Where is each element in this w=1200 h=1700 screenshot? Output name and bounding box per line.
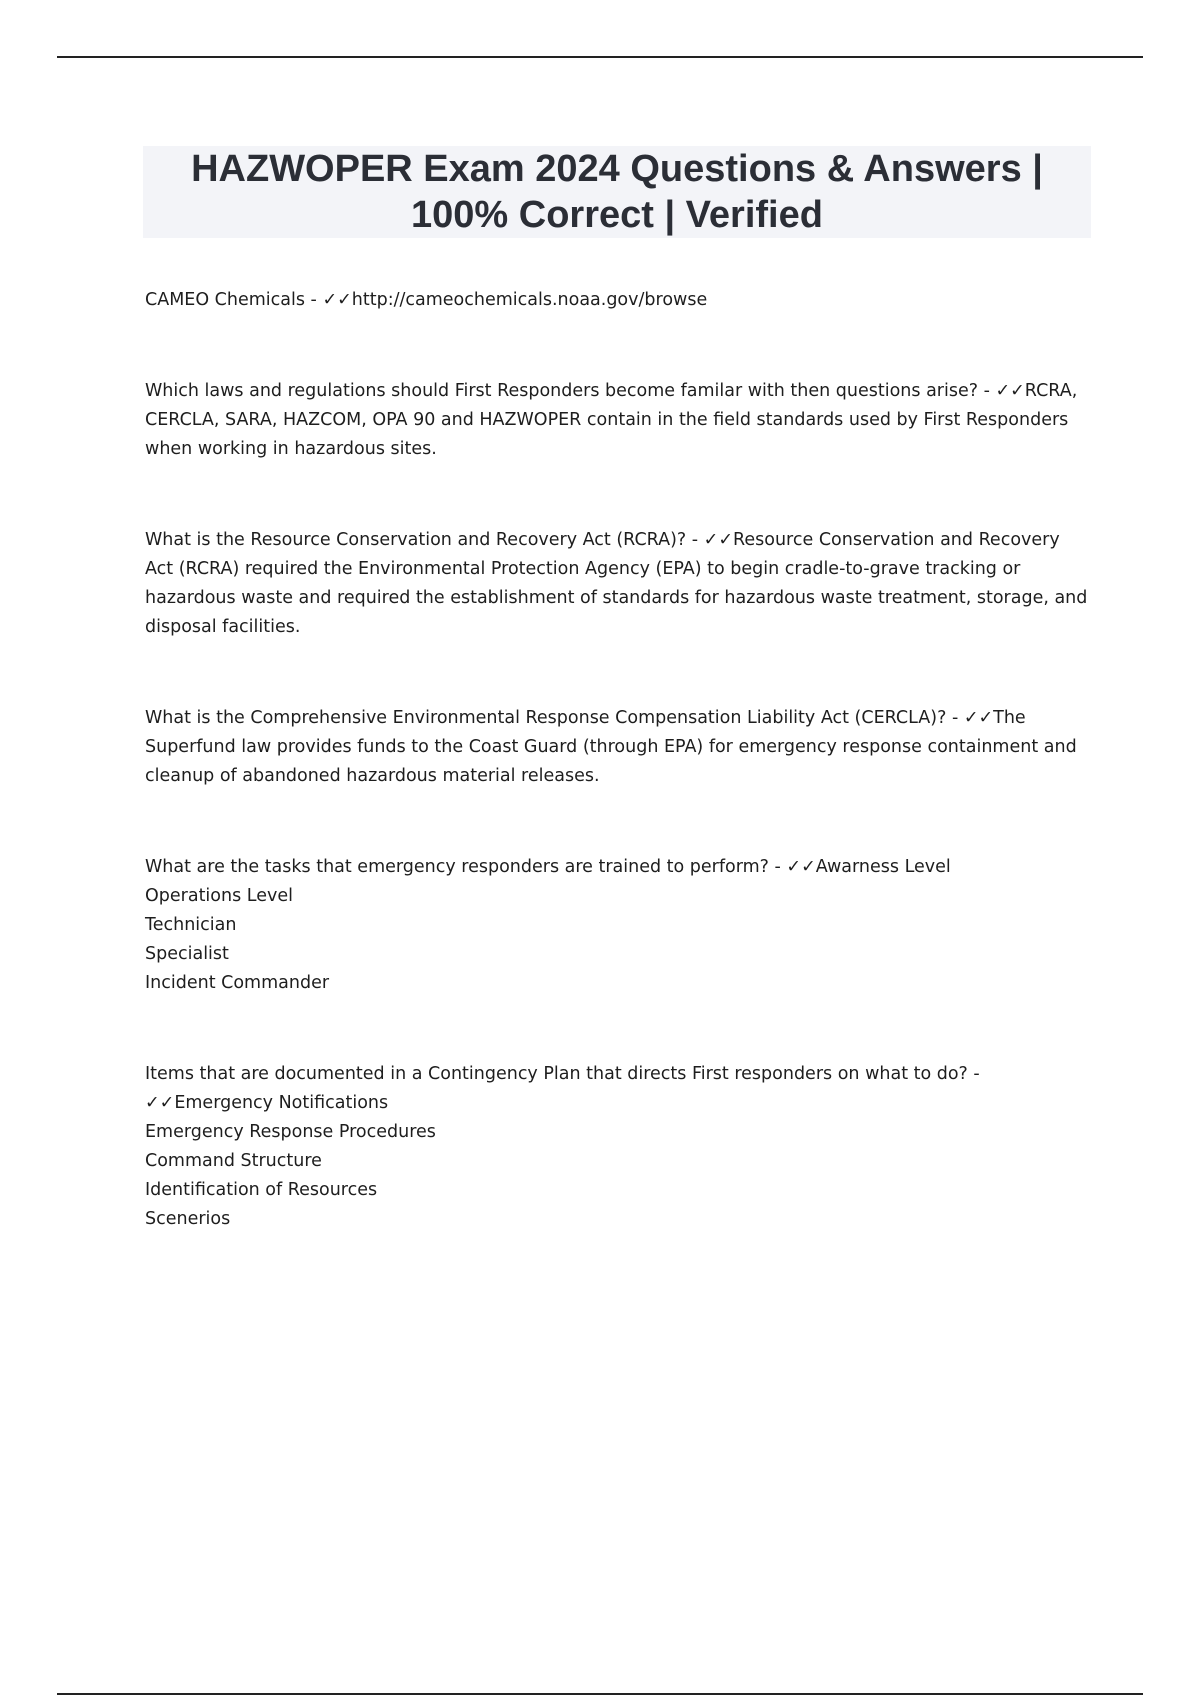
qa-entry: [145, 286, 1090, 315]
answer-text: http://cameochemicals.noaa.gov/browse: [351, 290, 708, 310]
title-line-2: 100% Correct | Verified: [411, 194, 823, 236]
question-text: Items that are documented in a Contingency Plan that directs First responders on what to do? -: [145, 1064, 980, 1084]
qa-text: [145, 853, 1090, 882]
page-title: [143, 146, 1091, 238]
qa-entry: [145, 704, 1090, 791]
footer-rule: [57, 1693, 1143, 1695]
qa-entry: [145, 1060, 1090, 1234]
checkmark-icon: ✓✓: [703, 530, 733, 550]
answer-item: Emergency Response Procedures: [145, 1122, 436, 1142]
answer-item: Operations Level: [145, 886, 293, 906]
title-banner: [143, 146, 1091, 238]
answer-item: Specialist: [145, 944, 229, 964]
question-text: What are the tasks that emergency responders are trained to perform? -: [145, 857, 787, 877]
qa-entry: [145, 377, 1090, 464]
checkmark-icon: ✓✓: [995, 381, 1025, 401]
answer-item: Command Structure: [145, 1151, 322, 1171]
qa-text: [145, 526, 1090, 642]
answer-text: The Superfund law provides funds to the Coast Guard (through EPA) for emergency response containment and cleanup of abandoned hazardous material releases.: [145, 708, 1077, 786]
answer-text: Awarness Level: [815, 857, 951, 877]
checkmark-icon: ✓✓: [145, 1093, 175, 1113]
checkmark-icon: ✓✓: [786, 857, 816, 877]
answer-text: RCRA, CERCLA, SARA, HAZCOM, OPA 90 and HAZWOPER contain in the field standards used by First Responders when working in hazardous sites.: [145, 381, 1078, 459]
question-text: Which laws and regulations should First Responders become familar with then questions arise? -: [145, 381, 996, 401]
answer-text: Emergency Notifications: [174, 1093, 389, 1113]
question-text: What is the Resource Conservation and Recovery Act (RCRA)? -: [145, 530, 704, 550]
checkmark-icon: ✓✓: [322, 290, 352, 310]
answer-item: Identification of Resources: [145, 1180, 378, 1200]
answer-text: Resource Conservation and Recovery Act (RCRA) required the Environmental Protection Agency (EPA) to begin cradle-to-grave tracking or hazardous waste and required the establishment of standards for hazardous waste treatment, storage, and disposal facilities.: [145, 530, 1088, 637]
answer-item: Incident Commander: [145, 973, 330, 993]
qa-text: [145, 377, 1090, 464]
qa-text: [145, 704, 1090, 791]
qa-entry: [145, 526, 1090, 642]
title-line-1: HAZWOPER Exam 2024 Questions & Answers |: [191, 148, 1043, 190]
header-rule: [57, 56, 1143, 58]
qa-content: [145, 286, 1090, 1234]
question-text: What is the Comprehensive Environmental Response Compensation Liability Act (CERCLA)? -: [145, 708, 964, 728]
qa-text: [145, 286, 1090, 315]
checkmark-icon: ✓✓: [963, 708, 994, 728]
question-text: CAMEO Chemicals -: [145, 290, 323, 310]
answer-item: Scenerios: [145, 1209, 231, 1229]
answer-item: Technician: [145, 915, 237, 935]
qa-text: [145, 1060, 1090, 1118]
qa-entry: [145, 853, 1090, 998]
